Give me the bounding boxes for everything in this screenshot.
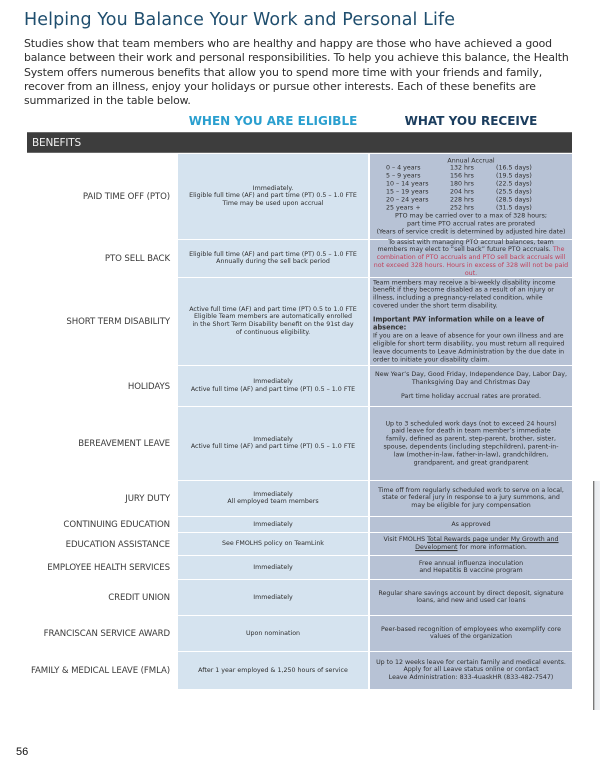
accrual-days: (31.5 days)	[496, 204, 532, 212]
table-row-employee-health-services	[0, 556, 572, 580]
benefit-name: CREDIT UNION	[108, 593, 170, 603]
eligible-line: Eligible Team members are automatically enrolled	[193, 313, 353, 321]
receive-cell	[370, 616, 572, 652]
accrual-days: (28.5 days)	[496, 196, 532, 204]
accrual-note: PTO may be carried over to a max of 328 hours;	[394, 212, 548, 220]
receive-cell	[370, 366, 572, 407]
accrual-hours: 204 hrs	[450, 188, 474, 196]
benefits-header-bar	[27, 132, 572, 153]
accrual-years: 5 – 9 years	[386, 172, 421, 180]
accrual-days: (22.5 days)	[496, 180, 532, 188]
eligible-line: Active full time (AF) and part time (PT) 0.5 to 1.0 FTE	[189, 305, 357, 313]
eligible-cell	[178, 580, 368, 616]
eligible-cell	[178, 556, 368, 580]
receive-text: Peer-based recognition of employees who exemplify core values of the organization	[381, 625, 561, 641]
benefit-name: PTO SELL BACK	[104, 254, 170, 264]
accrual-years: 20 – 24 years	[386, 196, 429, 204]
benefit-name: SHORT TERM DISABILITY	[66, 317, 170, 327]
table-row-continuing-education	[0, 517, 572, 533]
receive-cell	[370, 240, 572, 278]
receive-cell	[370, 517, 572, 533]
receive-text: Up to 3 scheduled work days (not to exceed 24 hours) paid leave for death in team member’s immediate family, defined as parent, step-parent, brother, sister, spouse, dependents (including stepchildren), parent-in-law (mother-in-law, father-in-law), grandchildren, grandparent, and great grandparent	[383, 419, 559, 467]
column-header-eligible: WHEN YOU ARE ELIGIBLE	[188, 114, 358, 128]
accrual-hours: 180 hrs	[450, 180, 474, 188]
eligible-line: Immediately	[253, 563, 293, 571]
eligible-line: Upon nomination	[245, 629, 301, 637]
receive-text: Visit FMOLHS	[383, 536, 428, 544]
receive-text: Free annual influenza inoculation and Hepatitis B vaccine program	[418, 559, 524, 575]
eligible-cell	[178, 481, 368, 517]
eligible-line: Active full time (AF) and part time (PT) 0.5 – 1.0 FTE	[190, 386, 356, 393]
table-row-franciscan-service-award	[0, 616, 572, 652]
eligible-line: Active full time (AF) and part time (PT) 0.5 – 1.0 FTE	[190, 443, 356, 451]
eligible-cell	[178, 616, 368, 652]
accrual-hours: 252 hrs	[450, 204, 474, 212]
eligible-line: Immediately	[253, 378, 293, 386]
benefit-name: FAMILY & MEDICAL LEAVE (FMLA)	[30, 666, 170, 676]
intro-paragraph: Studies show that team members who are healthy and happy are those who have achieved a good balance between their work and personal responsibilities. To help you achieve this balance, the Health System offers numerous benefits that allow you to spend more time with your friends and family, recover from an illness, enjoy your holidays or pursue other interests. Each of these benefits are summarized in the table below.	[24, 37, 569, 108]
benefit-name: FRANCISCAN SERVICE AWARD	[43, 629, 170, 639]
accrual-years: 0 – 4 years	[386, 164, 421, 172]
receive-text: Regular share savings account by direct deposit, signature loans, and new and used car loans	[378, 589, 564, 605]
accrual-heading: Annual Accrual	[447, 156, 495, 164]
accrual-days: (25.5 days)	[496, 188, 532, 196]
eligible-line: in the Short Term Disability benefit on the 91st day	[192, 321, 354, 329]
table-row-holidays	[0, 366, 572, 407]
eligible-line: of continuous eligibility.	[235, 329, 311, 337]
receive-text: As approved	[451, 520, 491, 528]
receive-cell	[370, 556, 572, 580]
accrual-hours: 156 hrs	[450, 172, 474, 180]
benefit-name: BEREAVEMENT LEAVE	[78, 439, 170, 449]
eligible-line: Immediately	[253, 520, 293, 528]
column-header-receive: WHAT YOU RECEIVE	[404, 114, 538, 128]
eligible-cell	[178, 154, 368, 240]
benefit-name: PAID TIME OFF (PTO)	[82, 192, 170, 202]
eligible-cell	[178, 407, 368, 481]
receive-important-heading: Important PAY information while on a leave of absence:	[373, 315, 545, 332]
eligible-line: Immediately.	[252, 184, 294, 192]
eligible-cell	[178, 366, 368, 407]
eligible-line: Eligible full time (AF) and part time (PT) 0.5 – 1.0 FTE	[189, 250, 357, 258]
receive-text: Part time holiday accrual rates are prorated.	[401, 392, 541, 400]
accrual-years: 25 years +	[386, 204, 421, 212]
table-row-pto-sell-back	[0, 240, 572, 278]
benefit-name: EDUCATION ASSISTANCE	[65, 539, 170, 550]
eligible-line: Annually during the sell back period	[216, 258, 330, 266]
benefit-name: JURY DUTY	[125, 494, 170, 504]
table-row-fmla	[0, 652, 572, 690]
accrual-years: 10 – 14 years	[386, 180, 429, 188]
accrual-table	[373, 165, 569, 212]
accrual-days: (19.5 days)	[496, 172, 532, 180]
receive-cell	[370, 533, 572, 556]
eligible-line: Immediately	[253, 490, 293, 498]
table-row-education-assistance	[0, 533, 572, 556]
receive-cell	[370, 481, 572, 517]
eligible-line: Immediately	[253, 435, 293, 443]
receive-cell	[370, 652, 572, 690]
eligible-line: After 1 year employed & 1,250 hours of service	[198, 666, 348, 674]
benefit-name: EMPLOYEE HEALTH SERVICES	[47, 563, 170, 573]
receive-warning-text: The combination of PTO accruals and PTO sell back accruals will not exceed 328 hours. Hours in excess of 328 will not be paid out.	[373, 246, 569, 278]
table-row-jury-duty	[0, 481, 572, 517]
receive-text: Team members may receive a bi-weekly disability income benefit if they become disabled as a result of an injury or illness, including a pregnancy-related condition, while covered under the short term disability.	[373, 278, 556, 310]
benefits-label: BENEFITS	[32, 137, 81, 149]
benefit-name: CONTINUING EDUCATION	[63, 520, 170, 530]
benefit-name: HOLIDAYS	[127, 381, 170, 392]
eligible-line: All employed team members	[227, 498, 319, 506]
page-title: Helping You Balance Your Work and Personal Life	[24, 10, 456, 30]
eligible-line: Eligible full time (AF) and part time (PT) 0.5 – 1.0 FTE	[189, 192, 357, 200]
eligible-cell	[178, 278, 368, 366]
accrual-note: (Years of service credit is determined by adjusted hire date)	[376, 228, 566, 236]
receive-text: Time off from regularly scheduled work to serve on a local, state or federal jury in response to a jury summons, and may be eligible for jury compensation	[378, 486, 564, 510]
accrual-note: part time PTO accrual rates are prorated	[406, 220, 536, 228]
receive-text: If you are on a leave of absence for your own illness and are eligible for short term disability, you must return all required leave documents to Leave Administration by the due date in order to initiate your disability claim.	[373, 332, 565, 364]
accrual-hours: 228 hrs	[450, 196, 474, 204]
page-edge-shadow	[593, 481, 600, 710]
table-row-credit-union	[0, 580, 572, 616]
eligible-line: See FMOLHS policy on TeamLink	[222, 540, 324, 548]
accrual-hours: 132 hrs	[450, 164, 474, 172]
eligible-cell	[178, 517, 368, 533]
table-row-pto	[0, 154, 572, 240]
eligible-cell	[178, 240, 368, 278]
table-row-bereavement-leave	[0, 407, 572, 481]
receive-text: for more information.	[457, 544, 527, 551]
receive-cell	[370, 580, 572, 616]
eligible-line: Immediately	[253, 593, 293, 601]
receive-cell	[370, 278, 572, 366]
total-rewards-link[interactable]: Total Rewards page under My Growth and Development	[415, 536, 559, 551]
receive-text: To assist with managing PTO accrual balances, team members may elect to “sell back” future PTO accruals.	[377, 238, 554, 254]
receive-text: New Year’s Day, Good Friday, Independence Day, Labor Day, Thanksgiving Day and Christmas Day	[375, 371, 567, 387]
accrual-days: (16.5 days)	[496, 164, 532, 172]
eligible-line: Time may be used upon accrual	[222, 200, 324, 208]
table-row-short-term-disability	[0, 278, 572, 366]
eligible-cell	[178, 652, 368, 690]
page-number: 56	[16, 746, 29, 758]
receive-cell	[370, 154, 572, 240]
receive-text: Leave Administration: 833-4uaskHR (833-482-7547)	[388, 674, 554, 682]
receive-text: Up to 12 weeks leave for certain family and medical events.	[376, 658, 566, 666]
receive-cell	[370, 407, 572, 481]
receive-text: Apply for all Leave status online or contact	[403, 666, 539, 674]
eligible-cell	[178, 533, 368, 556]
accrual-years: 15 – 19 years	[386, 188, 429, 196]
